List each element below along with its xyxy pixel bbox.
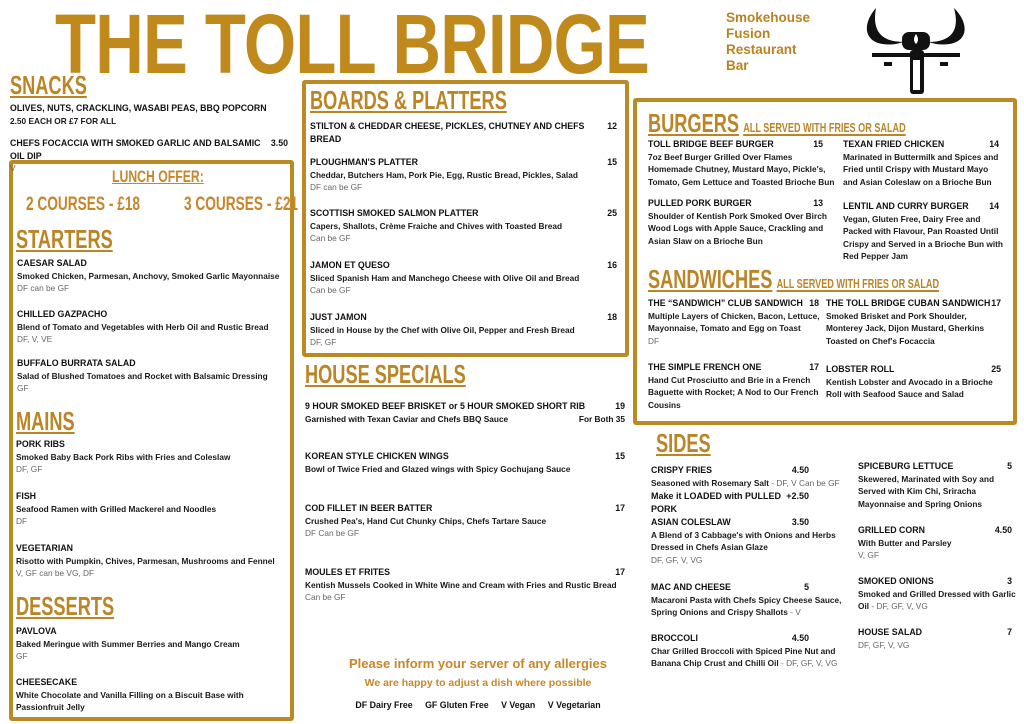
item-name: MAC AND CHEESE bbox=[651, 582, 731, 592]
burgers-title: BURGERS bbox=[648, 108, 740, 138]
item-dietary-note: DF can be GF bbox=[310, 182, 363, 193]
item-price: 3.50 bbox=[270, 138, 288, 148]
item-name-row bbox=[826, 363, 1001, 376]
item-description-text: With Butter and Parsley bbox=[858, 537, 952, 548]
item-description-text: Packed with Flavour, Pan Roasted Until bbox=[843, 226, 999, 237]
item-name: CAESAR SALAD bbox=[17, 258, 87, 268]
menu-item bbox=[826, 297, 1001, 347]
menu-item bbox=[305, 400, 625, 425]
item-name-row bbox=[17, 357, 287, 370]
item-name: LOBSTER ROLL bbox=[826, 364, 895, 374]
item-description-row bbox=[305, 413, 625, 426]
menu-item bbox=[10, 102, 290, 127]
item-description-text: Hand Cut Prosciutto and Brie in a French bbox=[648, 374, 811, 385]
item-name: CHEESECAKE bbox=[16, 677, 78, 687]
item-description-text: Salad of Blushed Tomatoes and Rocket with Balsamic Dressing bbox=[17, 370, 268, 381]
item-description-text: Kentish Lobster and Avocado in a Brioche bbox=[826, 376, 993, 387]
item-description-text: 2.50 EACH OR £7 FOR ALL bbox=[10, 115, 117, 126]
item-name-row bbox=[858, 575, 1012, 588]
item-description bbox=[843, 163, 999, 176]
item-dietary-note: V, GF can be VG, DF bbox=[16, 568, 95, 579]
item-name-row bbox=[651, 581, 809, 594]
item-description-text: Risotto with Pumpkin, Chives, Parmesan, Mushrooms and Fennel bbox=[16, 555, 275, 566]
item-description-text: Smoked Baby Back Pork Ribs with Fries and Coleslaw bbox=[16, 451, 231, 462]
item-name-row bbox=[305, 400, 625, 413]
item-dietary-note: - V bbox=[787, 607, 801, 618]
menu-item bbox=[310, 311, 617, 349]
menu-item bbox=[17, 257, 287, 295]
desserts-heading: DESSERTS bbox=[16, 591, 115, 621]
item-name-row bbox=[310, 311, 617, 324]
item-description-text: Monterey Jack, Dijon Mustard, Gherkins bbox=[826, 323, 985, 334]
menu-item bbox=[843, 138, 999, 188]
item-description bbox=[305, 579, 625, 592]
item-description-text: Cousins bbox=[648, 399, 681, 410]
item-name-row bbox=[858, 524, 1012, 537]
item-price: 14 bbox=[989, 201, 999, 211]
item-description bbox=[16, 701, 286, 714]
menu-item bbox=[305, 450, 625, 475]
item-description bbox=[648, 151, 823, 164]
item-name: CHILLED GAZPACHO bbox=[17, 309, 108, 319]
item-dietary-note: DF, GF bbox=[16, 464, 43, 475]
item-dietary-note: DF, GF bbox=[310, 337, 337, 348]
item-description bbox=[648, 310, 819, 323]
menu-item bbox=[16, 490, 286, 528]
item-description-text: Seasoned with Rosemary Salt bbox=[651, 477, 770, 488]
item-price: 25 bbox=[991, 364, 1001, 374]
item-price: 18 bbox=[809, 298, 819, 308]
snacks-heading: SNACKS bbox=[10, 70, 87, 100]
item-name: JAMON ET QUESO bbox=[310, 260, 390, 270]
menu-item bbox=[310, 156, 617, 194]
item-price: 4.50 bbox=[994, 525, 1012, 535]
menu-item bbox=[858, 575, 1016, 613]
item-description-text: Blend of Tomato and Vegetables with Herb Oil and Rustic Bread bbox=[17, 321, 269, 332]
item-description bbox=[651, 606, 809, 619]
item-price: 3.50 bbox=[791, 517, 809, 527]
item-name: COD FILLET IN BEER BATTER bbox=[305, 503, 433, 513]
sandwiches-subtitle: ALL SERVED WITH FRIES OR SALAD bbox=[776, 276, 940, 291]
item-name: JUST JAMON bbox=[310, 312, 367, 322]
item-name: MOULES ET FRITES bbox=[305, 567, 391, 577]
item-name-row bbox=[826, 297, 1001, 310]
menu-item bbox=[843, 200, 1003, 263]
sandwiches-title: SANDWICHES bbox=[648, 264, 773, 294]
burgers-subtitle: ALL SERVED WITH FRIES OR SALAD bbox=[743, 120, 906, 135]
item-price: 15 bbox=[615, 451, 625, 461]
menu-item bbox=[16, 438, 286, 476]
item-description bbox=[648, 222, 823, 235]
item-addon bbox=[651, 490, 809, 515]
item-description bbox=[648, 374, 819, 387]
menu-item bbox=[858, 524, 1012, 562]
item-description bbox=[858, 600, 1012, 613]
item-description-text: Multiple Layers of Chicken, Bacon, Lettuce, bbox=[648, 310, 820, 321]
item-price: 13 bbox=[813, 198, 823, 208]
item-name: TOLL BRIDGE BEEF BURGER bbox=[648, 139, 774, 149]
item-description-text: Baked Meringue with Summer Berries and Mango Cream bbox=[16, 638, 240, 649]
menu-item bbox=[305, 502, 625, 540]
lunch-three-courses: 3 COURSES - £21 bbox=[184, 194, 299, 215]
item-description-text: Mayonnaise, Tomato and Egg on Toast bbox=[648, 323, 801, 334]
item-name-row bbox=[305, 502, 625, 515]
item-price: 17 bbox=[809, 362, 819, 372]
item-description bbox=[826, 388, 1001, 401]
menu-item bbox=[651, 632, 838, 670]
item-name-row bbox=[17, 257, 287, 270]
item-description bbox=[16, 451, 286, 464]
item-description bbox=[651, 594, 842, 607]
item-description-text: Skewered, Marinated with Soy and bbox=[858, 473, 995, 484]
legend-item: V Vegetarian bbox=[547, 700, 601, 710]
item-description bbox=[648, 399, 819, 412]
tagline bbox=[726, 10, 810, 74]
menu-item bbox=[648, 138, 835, 188]
legend-item: GF Gluten Free bbox=[425, 700, 489, 710]
item-description bbox=[843, 176, 999, 189]
item-dietary-note: - DF, GF, V, VG bbox=[778, 658, 838, 669]
item-description-text: Kentish Mussels Cooked in White Wine and Cream with Fries and Rustic Bread bbox=[305, 579, 617, 590]
sandwiches-heading bbox=[648, 266, 939, 297]
item-description bbox=[648, 386, 819, 399]
item-price: 17 bbox=[991, 298, 1001, 308]
item-description bbox=[651, 477, 840, 490]
item-description bbox=[651, 657, 838, 670]
menu-item bbox=[651, 516, 836, 566]
item-description-text: A Blend of 3 Cabbage's with Onions and Herbs bbox=[651, 529, 836, 540]
item-name: SMOKED ONIONS bbox=[858, 576, 934, 586]
starters-heading: STARTERS bbox=[16, 224, 113, 254]
item-price: 12 bbox=[607, 121, 617, 131]
menu-item bbox=[826, 363, 1001, 401]
item-description-text: 7oz Beef Burger Grilled Over Flames bbox=[648, 151, 793, 162]
item-name-row bbox=[858, 460, 1012, 473]
item-price: 15 bbox=[607, 157, 617, 167]
item-name-row bbox=[651, 632, 809, 645]
item-dietary-note: DF bbox=[648, 335, 660, 346]
boards-heading: BOARDS & PLATTERS bbox=[310, 85, 507, 115]
item-description bbox=[843, 250, 999, 263]
item-name: OLIVES, NUTS, CRACKLING, WASABI PEAS, BBQ POPCORN bbox=[10, 103, 267, 113]
item-description bbox=[826, 322, 1001, 335]
item-price: 14 bbox=[989, 139, 999, 149]
item-description bbox=[16, 689, 286, 702]
item-price: 4.50 bbox=[791, 633, 809, 643]
item-description bbox=[826, 376, 1001, 389]
item-description bbox=[17, 370, 287, 383]
item-description bbox=[310, 324, 617, 337]
addon-price: +2.50 bbox=[786, 491, 809, 502]
item-description-text: Homemade Chutney, Mustard Mayo, Pickle's, bbox=[648, 164, 826, 175]
item-dietary-note: GF bbox=[17, 383, 29, 394]
item-description-text: Smoked and Grilled Dressed with Garlic bbox=[858, 588, 1016, 599]
item-description-text: Macaroni Pasta with Chefs Spicy Cheese Sauce, bbox=[651, 594, 842, 605]
item-description bbox=[17, 321, 287, 334]
menu-item bbox=[648, 361, 819, 411]
item-description bbox=[651, 529, 836, 542]
menu-item bbox=[17, 357, 287, 395]
menu-item bbox=[648, 297, 819, 347]
item-name: TEXAN FRIED CHICKEN bbox=[843, 139, 945, 149]
item-dietary-note: Can be GF bbox=[310, 285, 351, 296]
item-name-row bbox=[305, 566, 625, 579]
item-dietary-note: DF can be GF bbox=[17, 283, 70, 294]
item-description bbox=[305, 463, 625, 476]
item-description-text: Asian Slaw on a Brioche Bun bbox=[648, 235, 763, 246]
menu-item bbox=[310, 207, 617, 245]
item-description-text: Fried until Crispy with Mustard Mayo bbox=[843, 164, 989, 175]
item-description-text: Shoulder of Kentish Pork Smoked Over Birch bbox=[648, 210, 827, 221]
item-description bbox=[16, 555, 286, 568]
menu-item bbox=[16, 676, 286, 714]
item-description-text: Smoked Chicken, Parmesan, Anchovy, Smoked Garlic Mayonnaise bbox=[17, 270, 280, 281]
item-name-row bbox=[651, 516, 809, 529]
item-description bbox=[310, 272, 617, 285]
item-price: 3 bbox=[1007, 576, 1012, 586]
item-description-text: and Asian Coleslaw on a Brioche Bun bbox=[843, 176, 992, 187]
lunch-offer-heading: LUNCH OFFER: bbox=[112, 167, 204, 186]
item-name-row bbox=[648, 197, 823, 210]
menu-item bbox=[17, 308, 287, 346]
menu-item bbox=[305, 566, 625, 604]
item-dietary-note: DF, GF, V, VG bbox=[651, 554, 703, 565]
item-description-text: Seafood Ramen with Grilled Mackerel and Noodles bbox=[16, 503, 217, 514]
item-description-text: Spring Onions and Crispy Shallots bbox=[651, 607, 788, 618]
dietary-legend bbox=[300, 700, 656, 710]
item-description bbox=[10, 115, 290, 128]
item-name-row bbox=[310, 120, 617, 145]
burgers-heading bbox=[648, 110, 906, 141]
item-description-text: Baguette with Rocket; A Nod to Our French bbox=[648, 387, 819, 398]
item-name-row bbox=[648, 138, 823, 151]
restaurant-title: THE TOLL BRIDGE bbox=[55, 0, 650, 91]
lunch-two-courses: 2 COURSES - £18 bbox=[26, 194, 141, 215]
item-name: SCOTTISH SMOKED SALMON PLATTER bbox=[310, 208, 479, 218]
item-description-text: Dressed in Chefs Asian Glaze bbox=[651, 542, 768, 553]
item-name-row bbox=[16, 676, 286, 689]
item-price: 17 bbox=[615, 503, 625, 513]
item-description bbox=[310, 169, 617, 182]
item-price: 18 bbox=[607, 312, 617, 322]
item-description-text: Wood Logs with Apple Sauce, Crackling and bbox=[648, 223, 824, 234]
item-dietary-note: DF, GF, V, VG bbox=[858, 639, 910, 650]
bull-horns-logo-icon bbox=[858, 4, 978, 96]
item-price: 25 bbox=[607, 208, 617, 218]
item-price: 4.50 bbox=[791, 465, 809, 475]
item-name-row bbox=[10, 102, 290, 115]
item-name: THE “SANDWICH” CLUB SANDWICH bbox=[648, 298, 803, 308]
item-description bbox=[648, 210, 827, 223]
item-description-text: Sliced Spanish Ham and Manchego Cheese with Olive Oil and Bread bbox=[310, 272, 580, 283]
tagline-line: Restaurant bbox=[726, 42, 797, 57]
item-description-text: Passionfruit Jelly bbox=[16, 702, 85, 713]
menu-item bbox=[648, 197, 827, 247]
item-description-text: Sliced in House by the Chef with Olive Oil, Pepper and Fresh Bread bbox=[310, 324, 575, 335]
item-name: THE TOLL BRIDGE CUBAN SANDWICH bbox=[826, 298, 991, 308]
item-name: BUFFALO BURRATA SALAD bbox=[17, 358, 136, 368]
legend-item: DF Dairy Free bbox=[355, 700, 413, 710]
item-name-row bbox=[648, 297, 819, 310]
item-description bbox=[17, 270, 287, 283]
menu-item bbox=[310, 259, 617, 297]
item-description bbox=[858, 473, 1012, 486]
item-name-row bbox=[858, 626, 1012, 639]
item-description-text: Served with Kim Chi, Sriracha bbox=[858, 486, 977, 497]
item-dietary-note: - DF, V Can be GF bbox=[769, 477, 840, 488]
menu-item bbox=[858, 626, 1012, 651]
item-description-text: Cheddar, Butchers Ham, Pork Pie, Egg, Rustic Bread, Pickles, Salad bbox=[310, 169, 578, 180]
menu-item bbox=[16, 542, 286, 580]
item-name: CRISPY FRIES bbox=[651, 465, 712, 475]
addon-label: Make it LOADED with PULLED PORK bbox=[651, 491, 782, 514]
item-description bbox=[858, 588, 1016, 601]
item-description bbox=[305, 515, 625, 528]
legend-item: V Vegan bbox=[501, 700, 536, 710]
item-price: 19 bbox=[615, 401, 625, 411]
item-dietary-note: V bbox=[10, 163, 16, 174]
item-description-text: Red Pepper Jam bbox=[843, 251, 909, 262]
menu-item bbox=[16, 625, 286, 663]
item-description-text: Char Grilled Broccoli with Spiced Pine Nut and bbox=[651, 645, 836, 656]
item-dietary-note: DF, V, VE bbox=[17, 334, 53, 345]
item-description bbox=[858, 485, 1012, 498]
item-description bbox=[858, 498, 1012, 511]
item-name: ASIAN COLESLAW bbox=[651, 517, 731, 527]
menu-item bbox=[10, 137, 288, 175]
item-description-text: White Chocolate and Vanilla Filling on a Biscuit Base with bbox=[16, 689, 244, 700]
item-name-row bbox=[16, 438, 286, 451]
item-description bbox=[648, 176, 835, 189]
menu-item bbox=[651, 581, 842, 619]
item-name-row bbox=[843, 200, 999, 213]
item-description-text: Smoked Brisket and Pork Shoulder, bbox=[826, 310, 967, 321]
item-dietary-note: DF bbox=[16, 516, 28, 527]
item-dietary-note: V, GF bbox=[858, 550, 879, 561]
item-name: GRILLED CORN bbox=[858, 525, 925, 535]
item-description-text: Bowl of Twice Fried and Glazed wings with Spicy Gochujang Sauce bbox=[305, 463, 571, 474]
item-name-row bbox=[843, 138, 999, 151]
item-name-row bbox=[17, 308, 287, 321]
item-name-row bbox=[16, 490, 286, 503]
item-name-row bbox=[310, 259, 617, 272]
allergy-subnotice: We are happy to adjust a dish where possible bbox=[364, 677, 592, 689]
mains-heading: MAINS bbox=[16, 406, 75, 436]
item-dietary-note: DF Can be GF bbox=[305, 528, 359, 539]
item-description bbox=[648, 322, 819, 335]
item-description bbox=[826, 335, 1001, 348]
item-description-text: Tomato, Gem Lettuce and Toasted Brioche Bun bbox=[648, 176, 835, 187]
item-name: PORK RIBS bbox=[16, 439, 65, 449]
item-description bbox=[843, 151, 999, 164]
item-name: PULLED PORK BURGER bbox=[648, 198, 752, 208]
item-name-row bbox=[648, 361, 819, 374]
item-description-text: Vegan, Gluten Free, Dairy Free and bbox=[843, 213, 981, 224]
item-name-row bbox=[10, 137, 288, 162]
item-name: SPICEBURG LETTUCE bbox=[858, 461, 954, 471]
item-name: 9 HOUR SMOKED BEEF BRISKET or 5 HOUR SMOKED SHORT RIB bbox=[305, 401, 586, 411]
item-name: KOREAN STYLE CHICKEN WINGS bbox=[305, 451, 449, 461]
item-combo-price: For Both 35 bbox=[578, 413, 625, 424]
item-description bbox=[648, 235, 823, 248]
house-specials-heading: HOUSE SPECIALS bbox=[305, 359, 466, 389]
item-price: 5 bbox=[804, 582, 809, 592]
item-name: CHEFS FOCACCIA WITH SMOKED GARLIC AND BALSAMIC OIL DIP bbox=[10, 138, 261, 161]
menu-item bbox=[310, 120, 617, 145]
item-description: Garnished with Texan Caviar and Chefs BBQ Sauce bbox=[305, 413, 509, 424]
item-name: STILTON & CHEDDAR CHEESE, PICKLES, CHUTNEY AND CHEFS BREAD bbox=[310, 121, 585, 144]
allergy-notice: Please inform your server of any allergies bbox=[349, 656, 607, 671]
item-description bbox=[310, 220, 617, 233]
item-description bbox=[651, 645, 836, 658]
item-description-text: Banana Chip Crust and Chilli Oil bbox=[651, 658, 779, 669]
item-description-text: Oil bbox=[858, 601, 870, 612]
item-dietary-note: GF bbox=[16, 651, 28, 662]
menu-item bbox=[858, 460, 1012, 510]
item-description-text: Toasted on Chef's Focaccia bbox=[826, 335, 935, 346]
item-name: PLOUGHMAN'S PLATTER bbox=[310, 157, 418, 167]
item-description bbox=[826, 310, 1001, 323]
item-name-row bbox=[305, 450, 625, 463]
item-description bbox=[16, 638, 286, 651]
menu-item bbox=[651, 464, 840, 515]
item-name: LENTIL AND CURRY BURGER bbox=[843, 201, 969, 211]
item-name-row bbox=[16, 542, 286, 555]
tagline-line: Fusion bbox=[726, 26, 771, 41]
item-name: HOUSE SALAD bbox=[858, 627, 923, 637]
item-description bbox=[843, 213, 999, 226]
item-price: 16 bbox=[607, 260, 617, 270]
item-description bbox=[648, 163, 826, 176]
tagline-line: Bar bbox=[726, 58, 749, 73]
item-dietary-note: Can be GF bbox=[310, 233, 351, 244]
item-description-text: Marinated in Buttermilk and Spices and bbox=[843, 151, 999, 162]
item-name: VEGETARIAN bbox=[16, 543, 74, 553]
sides-heading: SIDES bbox=[656, 428, 711, 458]
item-description-text: Mayonnaise and Spring Onions bbox=[858, 498, 983, 509]
item-description bbox=[843, 238, 1003, 251]
item-description bbox=[843, 225, 999, 238]
item-dietary-note: - DF, GF, V, VG bbox=[869, 601, 928, 612]
item-description-text: Roll with Seafood Sauce and Salad bbox=[826, 389, 964, 400]
item-name: FISH bbox=[16, 491, 37, 501]
item-name: THE SIMPLE FRENCH ONE bbox=[648, 362, 762, 372]
item-description bbox=[16, 503, 286, 516]
item-price: 5 bbox=[1007, 461, 1012, 471]
item-description-text: Capers, Shallots, Crème Fraiche and Chives with Toasted Bread bbox=[310, 220, 563, 231]
item-description-text: Crispy and Served in a Brioche Bun with bbox=[843, 238, 1003, 249]
item-name-row bbox=[310, 156, 617, 169]
tagline-line: Smokehouse bbox=[726, 10, 811, 25]
item-price: 17 bbox=[615, 567, 625, 577]
item-description-text: Crushed Pea's, Hand Cut Chunky Chips, Chefs Tartare Sauce bbox=[305, 515, 547, 526]
item-name-row bbox=[651, 464, 809, 477]
item-name: BROCCOLI bbox=[651, 633, 698, 643]
item-price: 7 bbox=[1007, 627, 1012, 637]
item-price: 15 bbox=[813, 139, 823, 149]
item-description bbox=[858, 537, 1012, 550]
item-dietary-note: Can be GF bbox=[305, 592, 346, 603]
item-description bbox=[651, 541, 809, 554]
item-name-row bbox=[310, 207, 617, 220]
item-name-row bbox=[16, 625, 286, 638]
item-name: PAVLOVA bbox=[16, 626, 57, 636]
